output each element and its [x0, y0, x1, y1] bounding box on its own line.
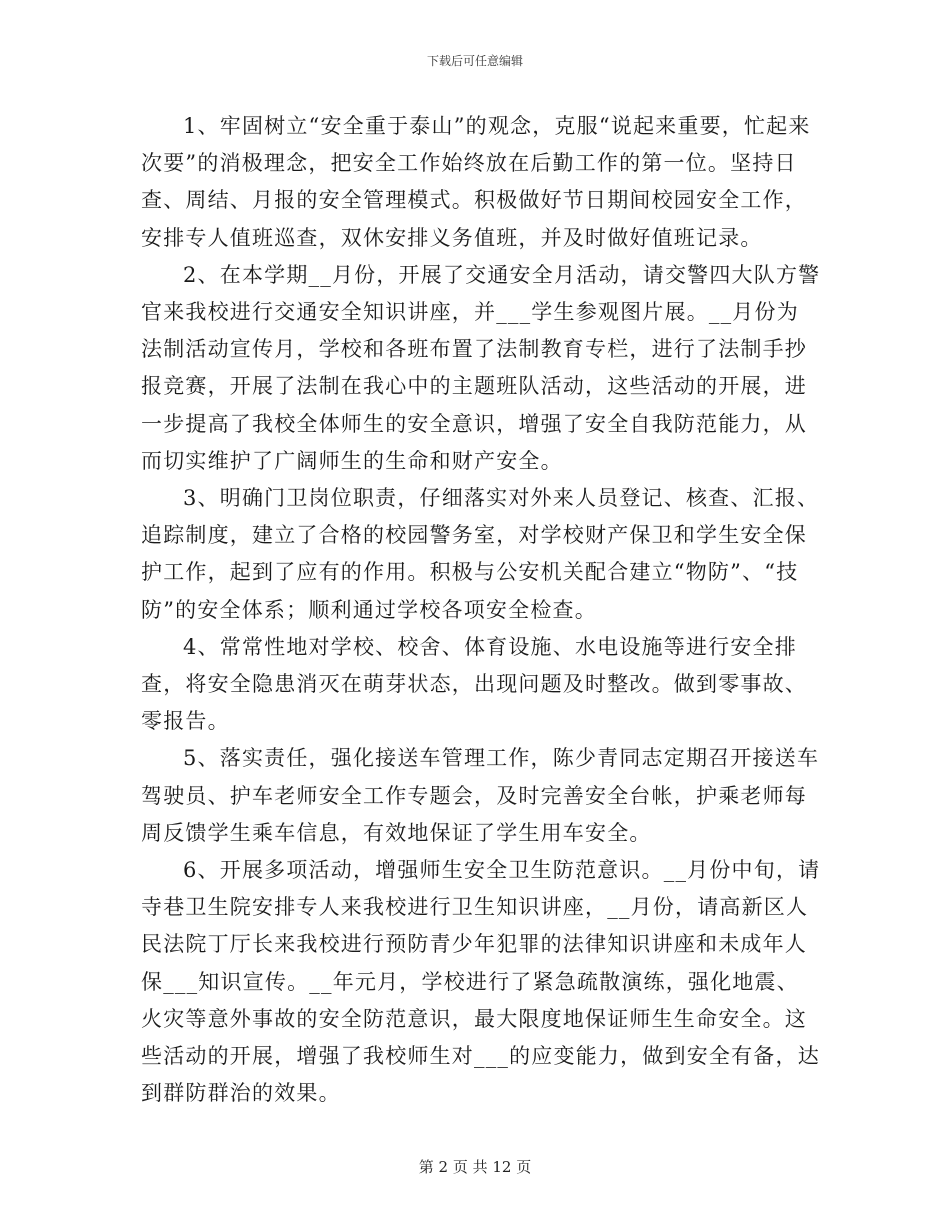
paragraph-5: 5、落实责任，强化接送车管理工作，陈少青同志定期召开接送车驾驶员、护车老师安全工作专题会，及时完善安全台帐，护乘老师每周反馈学生乘车信息，有效地保证了学生用车安全。 [141, 746, 820, 845]
page-header-note: 下载后可任意编辑 [426, 54, 523, 68]
document-body [141, 108, 821, 1112]
paragraph-3: 3、明确门卫岗位职责，仔细落实对外来人员登记、核查、汇报、追踪制度，建立了合格的校园警务室，对学校财产保卫和学生安全保护工作，起到了应有的作用。积极与公安机关配合建立“物防”、“技防”的安全体系；顺利通过学校各项安全检查。 [141, 486, 820, 622]
paragraph-6: 6、开展多项活动，增强师生安全卫生防范意识。__月份中旬，请寺巷卫生院安排专人来我校进行卫生知识讲座，__月份，请高新区人民法院丁厅长来我校进行预防青少年犯罪的法律知识讲座和未成年人保___知识宣传。__年元月，学校进行了紧急疏散演练，强化地震、火灾等意外事故的安全防范意识，最大限度地保证师生生命安全。这些活动的开展，增强了我校师生对___的应变能力，做到安全有备，达到群防群治的效果。 [141, 858, 821, 1106]
paragraph-2: 2、在本学期__月份，开展了交通安全月活动，请交警四大队方警官来我校进行交通安全知识讲座，并___学生参观图片展。__月份为法制活动宣传月，学校和各班布置了法制教育专栏，进行了法制手抄报竞赛，开展了法制在我心中的主题班队活动，这些活动的开展，进一步提高了我校全体师生的安全意识，增强了安全自我防范能力，从而切实维护了广阔师生的生命和财产安全。 [141, 262, 821, 473]
paragraph-1: 1、牢固树立“安全重于泰山”的观念，克服“说起来重要，忙起来次要”的消极理念，把安全工作始终放在后勤工作的第一位。坚持日查、周结、月报的安全管理模式。积极做好节日期间校园安全工作，安排专人值班巡查，双休安排义务值班，并及时做好值班记录。 [141, 114, 811, 250]
page-number: 第 2 页 共 12 页 [418, 1158, 532, 1176]
paragraph-4: 4、常常性地对学校、校舍、体育设施、水电设施等进行安全排查，将安全隐患消灭在萌芽状态，出现问题及时整改。做到零事故、零报告。 [141, 634, 807, 734]
